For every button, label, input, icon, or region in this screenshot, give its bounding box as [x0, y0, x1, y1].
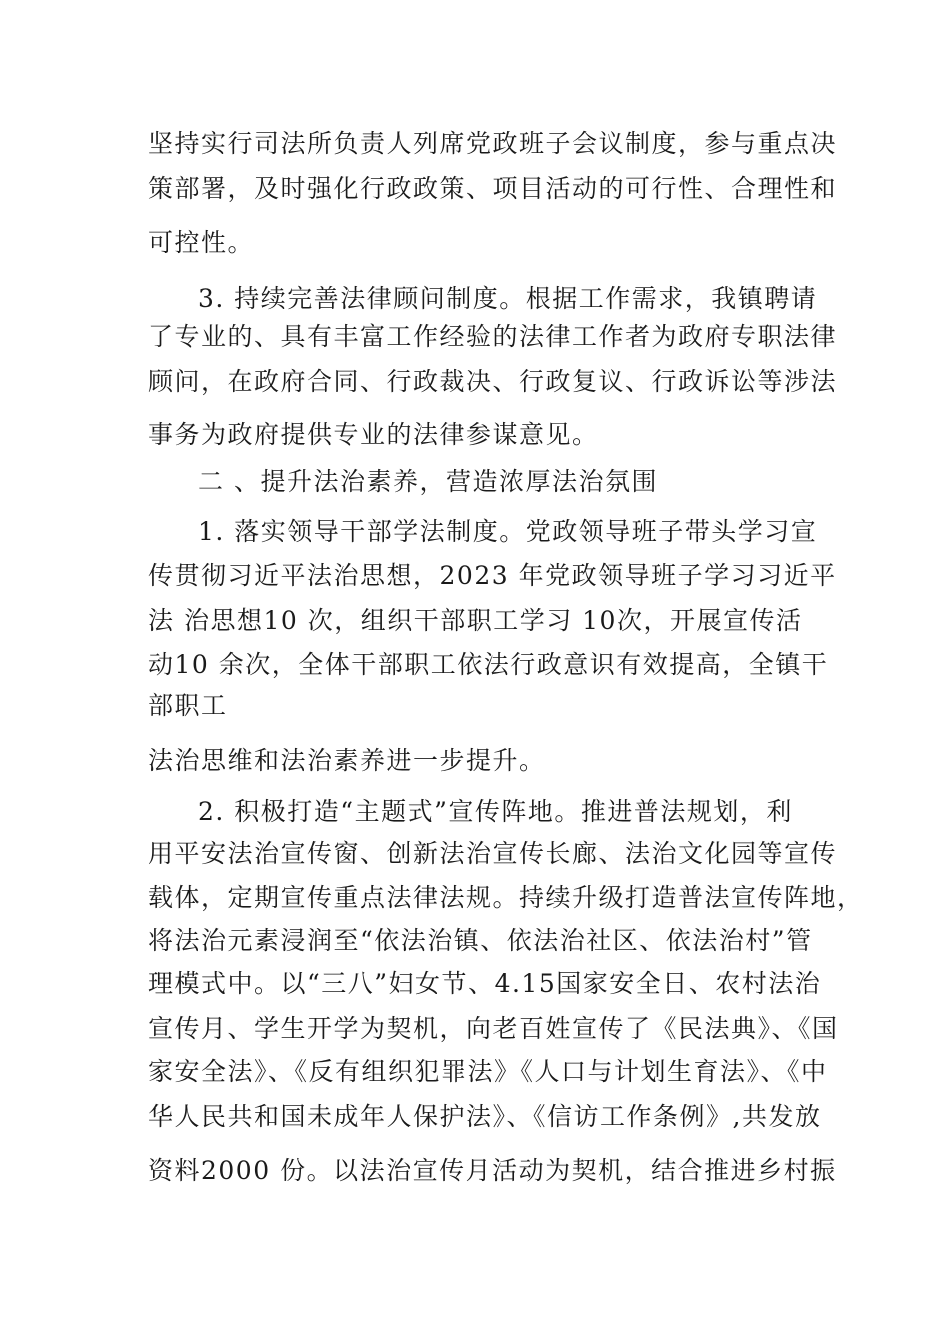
paragraph-line-10: 传贯彻习近平法治思想，2023 年党政领导班子学习习近平 [148, 561, 837, 590]
paragraph-line-6: 顾问，在政府合同、行政裁决、行政复议、行政诉讼等涉法 [148, 367, 838, 396]
paragraph-line-3: 可控性。 [148, 228, 255, 257]
section-heading-two: 二 、提升法治素养，营造浓厚法治氛围 [198, 467, 658, 496]
paragraph-line-16: 用平安法治宣传窗、创新法治宣传长廊、法治文化园等宣传 [148, 839, 838, 868]
paragraph-line-12: 动10 余次，全体干部职工依法行政意识有效提高，全镇干 [148, 650, 829, 679]
paragraph-line-5: 了专业的、具有丰富工作经验的法律工作者为政府专职法律 [148, 322, 838, 351]
paragraph-line-7: 事务为政府提供专业的法律参谋意见。 [148, 420, 599, 449]
paragraph-line-22: 华人民共和国未成年人保护法》、《信访工作条例》,共发放 [148, 1102, 822, 1131]
paragraph-line-20: 宣传月、学生开学为契机，向老百姓宣传了《民法典》、《国 [148, 1014, 839, 1043]
paragraph-line-11: 法 治思想10 次，组织干部职工学习 10次，开展宣传活 [148, 606, 803, 635]
paragraph-line-18: 将法治元素浸润至“依法治镇、依法治社区、依法治村”管 [148, 926, 813, 955]
paragraph-line-2: 策部署，及时强化行政政策、项目活动的可行性、合理性和 [148, 174, 838, 203]
paragraph-line-1: 坚持实行司法所负责人列席党政班子会议制度，参与重点决 [148, 129, 838, 158]
paragraph-line-23: 资料2000 份。以法治宣传月活动为契机，结合推进乡村振 [148, 1156, 837, 1185]
paragraph-line-19: 理模式中。以“三八”妇女节、4.15国家安全日、农村法治 [148, 969, 822, 998]
paragraph-line-21: 家安全法》、《反有组织犯罪法》《人口与计划生育法》、《中 [148, 1057, 828, 1086]
section-1-heading-line: 1. 落实领导干部学法制度。党政领导班子带头学习宣 [198, 517, 818, 546]
paragraph-line-14: 法治思维和法治素养进一步提升。 [148, 746, 546, 775]
section-2-heading-line: 2. 积极打造“主题式”宣传阵地。推进普法规划，利 [198, 797, 793, 826]
section-3-heading-line: 3. 持续完善法律顾问制度。根据工作需求，我镇聘请 [198, 284, 818, 313]
paragraph-line-17: 载体，定期宣传重点法律法规。持续升级打造普法宣传阵地， [148, 883, 864, 912]
paragraph-line-13: 部职工 [148, 691, 228, 720]
